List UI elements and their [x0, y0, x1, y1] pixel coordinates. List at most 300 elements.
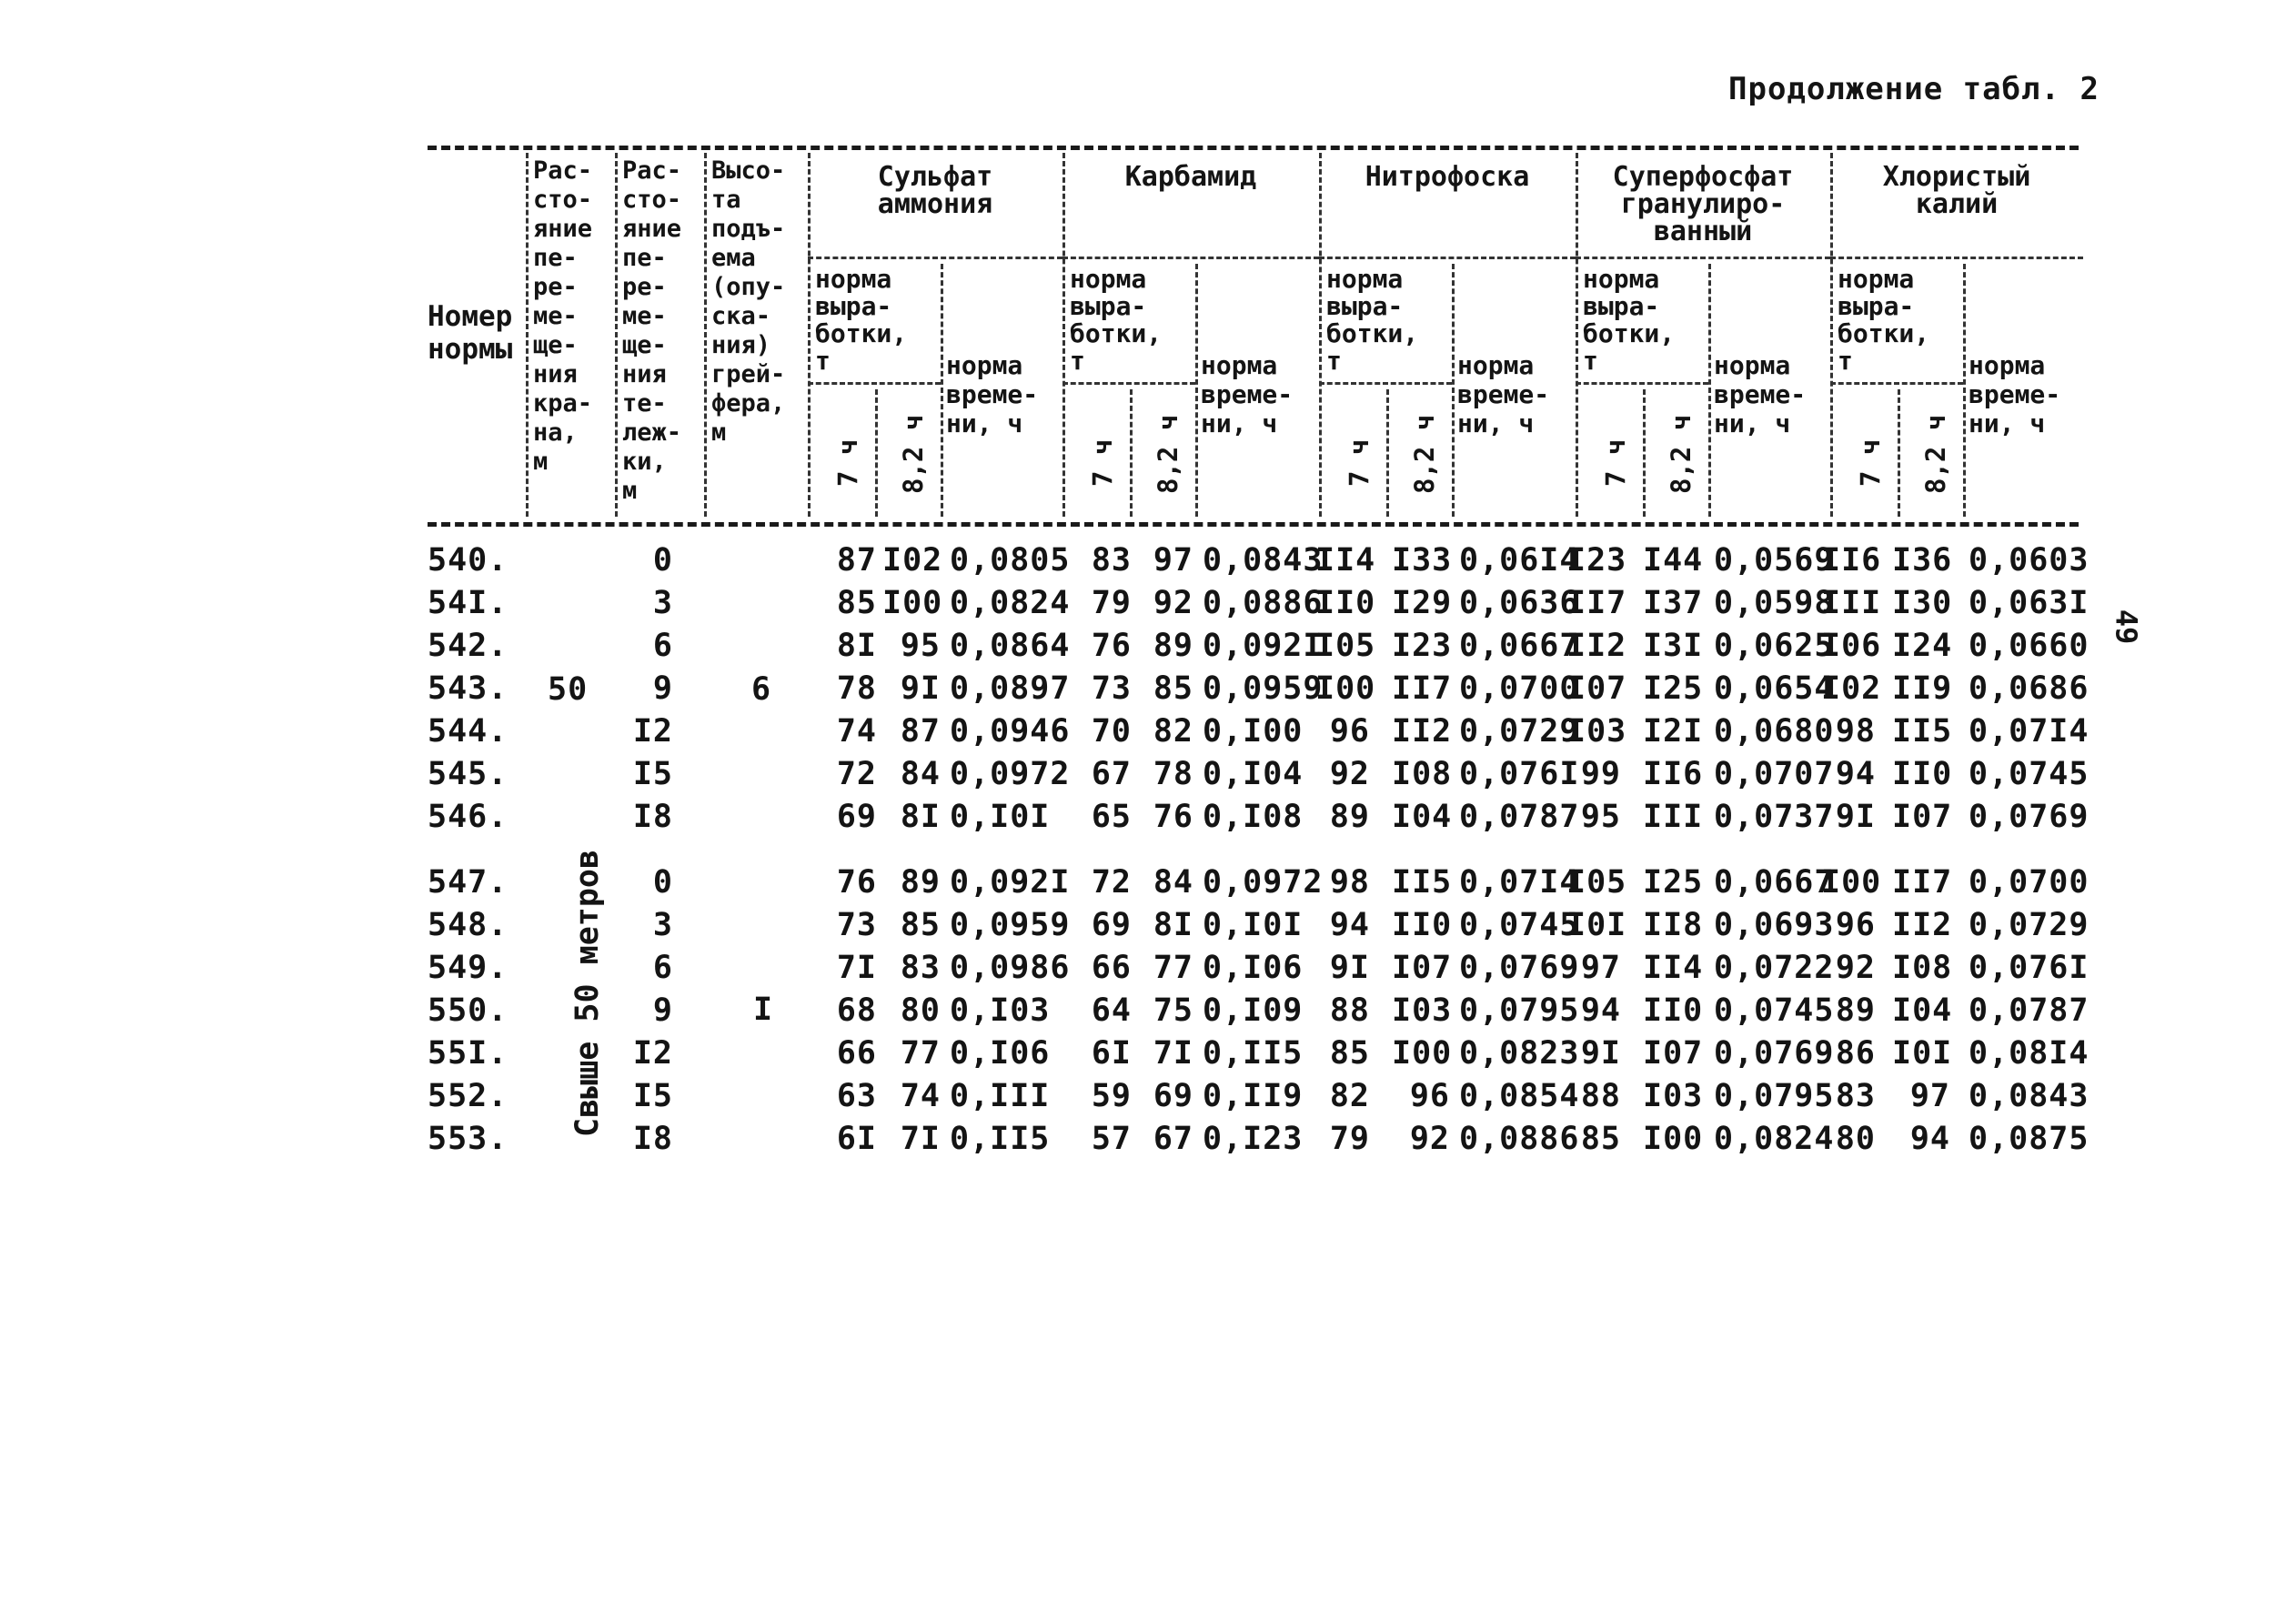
output-7h: 94 — [1329, 907, 1370, 943]
time-norm: 0,0700 — [1459, 670, 1580, 707]
output-8-2h: 7I — [900, 1121, 941, 1157]
time-norm: 0,0636 — [1459, 585, 1580, 621]
header-shift-8-2h: 8,2 ч — [898, 414, 929, 494]
output-8-2h: I25 — [1643, 864, 1704, 901]
output-7h: I03 — [1566, 713, 1627, 750]
output-8-2h: I3I — [1643, 628, 1704, 664]
header-product-1: Сульфат аммония — [877, 161, 993, 220]
output-7h: 94 — [1835, 756, 1876, 792]
output-8-2h: II0 — [1892, 756, 1953, 792]
header-time-norm: норма време- ни, ч — [1969, 350, 2061, 438]
output-8-2h: I00 — [1392, 1035, 1453, 1072]
column-separator — [808, 153, 811, 517]
norm-number: 540. — [428, 542, 509, 579]
time-norm: 0,0875 — [1969, 1121, 2090, 1157]
time-norm: 0,0693 — [1714, 907, 1835, 943]
time-norm: 0,0972 — [950, 756, 1071, 792]
page-number: 49 — [2109, 609, 2144, 645]
header-time-norm: норма време- ни, ч — [1457, 350, 1550, 438]
output-7h: I0I — [1566, 907, 1627, 943]
column-separator — [1643, 389, 1646, 517]
norm-number: 542. — [428, 628, 509, 664]
header-shift-7h: 7 ч — [1855, 438, 1886, 487]
trolley-distance: 3 — [652, 907, 673, 943]
norm-number: 544. — [428, 713, 509, 750]
output-8-2h: 80 — [900, 992, 941, 1029]
header-shift-8-2h: 8,2 ч — [1920, 414, 1951, 494]
output-8-2h: 89 — [900, 864, 941, 901]
output-7h: 66 — [836, 1035, 877, 1072]
time-norm: 0,0972 — [1203, 864, 1324, 901]
output-8-2h: I08 — [1392, 756, 1453, 792]
output-7h: 79 — [1091, 585, 1132, 621]
time-norm: 0,I08 — [1203, 799, 1304, 835]
time-norm: 0,I00 — [1203, 713, 1304, 750]
output-8-2h: 78 — [1153, 756, 1193, 792]
output-8-2h: I03 — [1643, 1078, 1704, 1114]
time-norm: 0,06I4 — [1459, 542, 1580, 579]
norm-number: 546. — [428, 799, 509, 835]
output-7h: 76 — [1091, 628, 1132, 664]
output-8-2h: 8I — [900, 799, 941, 835]
header-separator — [1319, 382, 1452, 385]
output-7h: 9I — [1835, 799, 1876, 835]
column-separator — [1708, 264, 1711, 517]
trolley-distance: 0 — [652, 864, 673, 901]
header-separator — [1062, 382, 1195, 385]
output-8-2h: 87 — [900, 713, 941, 750]
output-7h: 96 — [1329, 713, 1370, 750]
norm-number: 543. — [428, 670, 509, 707]
output-7h: 82 — [1329, 1078, 1370, 1114]
time-norm: 0,0745 — [1969, 756, 2090, 792]
output-8-2h: II7 — [1892, 864, 1953, 901]
output-8-2h: 8I — [1153, 907, 1193, 943]
trolley-distance: 9 — [652, 670, 673, 707]
output-7h: I00 — [1315, 670, 1376, 707]
output-7h: 85 — [1580, 1121, 1621, 1157]
norm-number: 553. — [428, 1121, 509, 1157]
time-norm: 0,0823 — [1459, 1035, 1580, 1072]
output-8-2h: I04 — [1392, 799, 1453, 835]
output-8-2h: I29 — [1392, 585, 1453, 621]
output-8-2h: 92 — [1153, 585, 1193, 621]
time-norm: 0,0745 — [1459, 907, 1580, 943]
trolley-distance: 3 — [652, 585, 673, 621]
time-norm: 0,076I — [1459, 756, 1580, 792]
time-norm: 0,III — [950, 1078, 1051, 1114]
time-norm: 0,0886 — [1459, 1121, 1580, 1157]
output-8-2h: I23 — [1392, 628, 1453, 664]
output-8-2h: I37 — [1643, 585, 1704, 621]
time-norm: 0,0660 — [1969, 628, 2090, 664]
output-8-2h: II2 — [1892, 907, 1953, 943]
header-product-5: Хлористый калий — [1882, 161, 2031, 220]
header-shift-7h: 7 ч — [832, 438, 863, 487]
output-7h: 78 — [836, 670, 877, 707]
time-norm: 0,092I — [950, 864, 1071, 901]
column-separator — [1062, 153, 1065, 517]
table-header-bottom-rule — [428, 522, 2079, 527]
output-7h: 6I — [1091, 1035, 1132, 1072]
output-8-2h: 92 — [1409, 1121, 1450, 1157]
output-7h: II4 — [1315, 542, 1376, 579]
trolley-distance: I2 — [632, 713, 673, 750]
output-7h: II7 — [1566, 585, 1627, 621]
output-8-2h: I36 — [1892, 542, 1953, 579]
time-norm: 0,0603 — [1969, 542, 2090, 579]
header-time-norm: норма време- ни, ч — [946, 350, 1039, 438]
norm-number: 550. — [428, 992, 509, 1029]
time-norm: 0,0843 — [1203, 542, 1324, 579]
time-norm: 0,0686 — [1969, 670, 2090, 707]
trolley-distance: I8 — [632, 799, 673, 835]
trolley-distance: 0 — [652, 542, 673, 579]
norm-number: 55I. — [428, 1035, 509, 1072]
output-8-2h: I0I — [1892, 1035, 1953, 1072]
trolley-distance: 6 — [652, 628, 673, 664]
header-output-norm: норма выра- ботки, т — [815, 264, 908, 376]
time-norm: 0,0787 — [1969, 992, 2090, 1029]
time-norm: 0,I23 — [1203, 1121, 1304, 1157]
time-norm: 0,092I — [1203, 628, 1324, 664]
time-norm: 0,0769 — [1969, 799, 2090, 835]
output-7h: II6 — [1821, 542, 1882, 579]
output-8-2h: 84 — [900, 756, 941, 792]
output-7h: 79 — [1329, 1121, 1370, 1157]
output-7h: 96 — [1835, 907, 1876, 943]
output-8-2h: II5 — [1892, 713, 1953, 750]
header-separator — [1830, 257, 2083, 259]
output-8-2h: 77 — [1153, 950, 1193, 986]
time-norm: 0,0654 — [1714, 670, 1835, 707]
output-7h: 85 — [836, 585, 877, 621]
output-7h: 8I — [836, 628, 877, 664]
time-norm: 0,0824 — [950, 585, 1071, 621]
time-norm: 0,0769 — [1459, 950, 1580, 986]
output-7h: 97 — [1580, 950, 1621, 986]
column-separator — [1386, 389, 1389, 517]
header-shift-8-2h: 8,2 ч — [1409, 414, 1440, 494]
output-7h: 7I — [836, 950, 877, 986]
time-norm: 0,07I4 — [1969, 713, 2090, 750]
output-7h: 68 — [836, 992, 877, 1029]
time-norm: 0,0843 — [1969, 1078, 2090, 1114]
output-7h: 70 — [1091, 713, 1132, 750]
time-norm: 0,II5 — [950, 1121, 1051, 1157]
norm-number: 545. — [428, 756, 509, 792]
output-7h: 57 — [1091, 1121, 1132, 1157]
output-8-2h: I07 — [1892, 799, 1953, 835]
time-norm: 0,0805 — [950, 542, 1071, 579]
time-norm: 0,0569 — [1714, 542, 1835, 579]
column-separator — [1195, 264, 1198, 517]
time-norm: 0,0700 — [1969, 864, 2090, 901]
output-7h: 66 — [1091, 950, 1132, 986]
output-7h: 94 — [1580, 992, 1621, 1029]
header-shift-7h: 7 ч — [1600, 438, 1631, 487]
header-crane-distance: Рас- сто- яние пе- ре- ме- ще- ния кра- на, м — [533, 156, 593, 476]
column-separator — [875, 389, 878, 517]
time-norm: 0,I0I — [950, 799, 1051, 835]
output-8-2h: 94 — [1909, 1121, 1950, 1157]
time-norm: 0,0854 — [1459, 1078, 1580, 1114]
output-8-2h: I03 — [1392, 992, 1453, 1029]
time-norm: 0,0680 — [1714, 713, 1835, 750]
time-norm: 0,II5 — [1203, 1035, 1304, 1072]
header-product-2: Карбамид — [1124, 161, 1257, 193]
time-norm: 0,0722 — [1714, 950, 1835, 986]
output-8-2h: 77 — [900, 1035, 941, 1072]
time-norm: 0,0959 — [950, 907, 1071, 943]
output-8-2h: II8 — [1643, 907, 1704, 943]
output-8-2h: 9I — [900, 670, 941, 707]
header-separator — [1319, 257, 1576, 259]
header-time-norm: норма време- ни, ч — [1201, 350, 1294, 438]
output-8-2h: II6 — [1643, 756, 1704, 792]
output-7h: 65 — [1091, 799, 1132, 835]
trolley-distance: I5 — [632, 1078, 673, 1114]
output-8-2h: 82 — [1153, 713, 1193, 750]
output-7h: 83 — [1091, 542, 1132, 579]
time-norm: 0,0795 — [1459, 992, 1580, 1029]
output-7h: 74 — [836, 713, 877, 750]
output-7h: 92 — [1835, 950, 1876, 986]
output-8-2h: 74 — [900, 1078, 941, 1114]
norm-number: 547. — [428, 864, 509, 901]
output-7h: 80 — [1835, 1121, 1876, 1157]
output-7h: 88 — [1329, 992, 1370, 1029]
header-time-norm: норма време- ни, ч — [1714, 350, 1807, 438]
output-8-2h: 97 — [1153, 542, 1193, 579]
output-8-2h: I00 — [882, 585, 943, 621]
header-lift-height: Высо- та подъ- ема (опу- ска- ния) грей- фера, м — [711, 156, 786, 447]
output-8-2h: 84 — [1153, 864, 1193, 901]
time-norm: 0,08I4 — [1969, 1035, 2090, 1072]
header-product-3: Нитрофоска — [1365, 161, 1530, 193]
output-8-2h: 85 — [1153, 670, 1193, 707]
output-7h: I05 — [1566, 864, 1627, 901]
output-7h: I02 — [1821, 670, 1882, 707]
time-norm: 0,II9 — [1203, 1078, 1304, 1114]
output-7h: I23 — [1566, 542, 1627, 579]
output-8-2h: I08 — [1892, 950, 1953, 986]
time-norm: 0,I04 — [1203, 756, 1304, 792]
time-norm: 0,0864 — [950, 628, 1071, 664]
header-product-4: Суперфосфат гранулиро- ванный — [1612, 161, 1794, 247]
time-norm: 0,0625 — [1714, 628, 1835, 664]
header-separator — [1062, 257, 1319, 259]
time-norm: 0,0795 — [1714, 1078, 1835, 1114]
time-norm: 0,0824 — [1714, 1121, 1835, 1157]
column-separator — [704, 153, 707, 517]
output-8-2h: I02 — [882, 542, 943, 579]
output-7h: II0 — [1315, 585, 1376, 621]
header-shift-7h: 7 ч — [1344, 438, 1375, 487]
output-8-2h: 85 — [900, 907, 941, 943]
output-8-2h: 76 — [1153, 799, 1193, 835]
output-7h: 99 — [1580, 756, 1621, 792]
norm-number: 54I. — [428, 585, 509, 621]
output-8-2h: 75 — [1153, 992, 1193, 1029]
output-7h: I00 — [1821, 864, 1882, 901]
output-7h: 6I — [836, 1121, 877, 1157]
page-title: Продолжение табл. 2 — [1728, 71, 2100, 107]
output-8-2h: I00 — [1643, 1121, 1704, 1157]
header-separator — [1576, 382, 1708, 385]
output-7h: 92 — [1329, 756, 1370, 792]
column-separator — [1130, 389, 1133, 517]
output-7h: 72 — [1091, 864, 1132, 901]
output-7h: 9I — [1329, 950, 1370, 986]
output-8-2h: I44 — [1643, 542, 1704, 579]
header-output-norm: норма выра- ботки, т — [1326, 264, 1419, 376]
output-7h: 76 — [836, 864, 877, 901]
header-separator — [1576, 257, 1830, 259]
header-shift-8-2h: 8,2 ч — [1666, 414, 1697, 494]
output-7h: I06 — [1821, 628, 1882, 664]
output-8-2h: III — [1643, 799, 1704, 835]
output-8-2h: I07 — [1392, 950, 1453, 986]
output-7h: 72 — [836, 756, 877, 792]
time-norm: 0,0737 — [1714, 799, 1835, 835]
time-norm: 0,0707 — [1714, 756, 1835, 792]
time-norm: 0,0769 — [1714, 1035, 1835, 1072]
output-8-2h: I30 — [1892, 585, 1953, 621]
trolley-distance: 9 — [652, 992, 673, 1029]
column-separator — [1830, 153, 1833, 517]
norm-number: 548. — [428, 907, 509, 943]
time-norm: 0,0897 — [950, 670, 1071, 707]
output-8-2h: 83 — [900, 950, 941, 986]
output-7h: 88 — [1580, 1078, 1621, 1114]
lift-height-6: 6 — [751, 671, 772, 708]
time-norm: 0,0667 — [1714, 864, 1835, 901]
output-7h: 87 — [836, 542, 877, 579]
time-norm: 0,0667 — [1459, 628, 1580, 664]
output-7h: 95 — [1580, 799, 1621, 835]
header-norm-number: Номер нормы — [428, 300, 513, 366]
lift-height-1: I — [753, 992, 774, 1028]
output-8-2h: II4 — [1643, 950, 1704, 986]
time-norm: 0,I09 — [1203, 992, 1304, 1029]
time-norm: 0,I03 — [950, 992, 1051, 1029]
output-7h: I05 — [1315, 628, 1376, 664]
output-8-2h: 7I — [1153, 1035, 1193, 1072]
column-separator — [615, 153, 618, 517]
time-norm: 0,0787 — [1459, 799, 1580, 835]
time-norm: 0,076I — [1969, 950, 2090, 986]
output-7h: 73 — [836, 907, 877, 943]
norm-number: 552. — [428, 1078, 509, 1114]
time-norm: 0,I0I — [1203, 907, 1304, 943]
norm-number: 549. — [428, 950, 509, 986]
output-7h: 86 — [1835, 1035, 1876, 1072]
output-8-2h: 69 — [1153, 1078, 1193, 1114]
output-7h: 85 — [1329, 1035, 1370, 1072]
output-8-2h: I33 — [1392, 542, 1453, 579]
output-7h: 89 — [1835, 992, 1876, 1029]
header-separator — [808, 257, 1062, 259]
time-norm: 0,0946 — [950, 713, 1071, 750]
header-output-norm: норма выра- ботки, т — [1070, 264, 1163, 376]
time-norm: 0,0729 — [1459, 713, 1580, 750]
output-8-2h: I07 — [1643, 1035, 1704, 1072]
output-7h: 9I — [1580, 1035, 1621, 1072]
output-7h: 59 — [1091, 1078, 1132, 1114]
output-7h: 67 — [1091, 756, 1132, 792]
time-norm: 0,0598 — [1714, 585, 1835, 621]
output-8-2h: I04 — [1892, 992, 1953, 1029]
time-norm: 0,I06 — [950, 1035, 1051, 1072]
output-7h: 64 — [1091, 992, 1132, 1029]
trolley-distance: I5 — [632, 756, 673, 792]
output-7h: 73 — [1091, 670, 1132, 707]
output-8-2h: 97 — [1909, 1078, 1950, 1114]
column-separator — [526, 153, 529, 517]
column-separator — [1963, 264, 1966, 517]
output-8-2h: II9 — [1892, 670, 1953, 707]
time-norm: 0,0745 — [1714, 992, 1835, 1029]
output-7h: 69 — [1091, 907, 1132, 943]
crane-distance-above-50: Свыше 50 метров — [569, 849, 606, 1137]
output-8-2h: 96 — [1409, 1078, 1450, 1114]
output-7h: 98 — [1329, 864, 1370, 901]
header-trolley-distance: Рас- сто- яние пе- ре- ме- ще- ния те- леж- ки, м — [622, 156, 682, 505]
output-8-2h: I25 — [1643, 670, 1704, 707]
header-separator — [1830, 382, 1963, 385]
time-norm: 0,063I — [1969, 585, 2090, 621]
trolley-distance: 6 — [652, 950, 673, 986]
trolley-distance: I2 — [632, 1035, 673, 1072]
output-8-2h: II0 — [1392, 907, 1453, 943]
output-7h: 69 — [836, 799, 877, 835]
output-8-2h: II5 — [1392, 864, 1453, 901]
header-separator — [808, 382, 941, 385]
header-output-norm: норма выра- ботки, т — [1583, 264, 1676, 376]
output-8-2h: 95 — [900, 628, 941, 664]
output-8-2h: I2I — [1643, 713, 1704, 750]
time-norm: 0,0986 — [950, 950, 1071, 986]
output-7h: I07 — [1566, 670, 1627, 707]
table-top-rule — [428, 146, 2079, 150]
output-7h: 98 — [1835, 713, 1876, 750]
output-7h: 83 — [1835, 1078, 1876, 1114]
time-norm: 0,07I4 — [1459, 864, 1580, 901]
output-7h: 63 — [836, 1078, 877, 1114]
column-separator — [1898, 389, 1900, 517]
time-norm: 0,I06 — [1203, 950, 1304, 986]
output-8-2h: I24 — [1892, 628, 1953, 664]
header-shift-7h: 7 ч — [1087, 438, 1118, 487]
header-shift-8-2h: 8,2 ч — [1153, 414, 1183, 494]
output-8-2h: II7 — [1392, 670, 1453, 707]
column-separator — [941, 264, 943, 517]
header-output-norm: норма выра- ботки, т — [1838, 264, 1930, 376]
output-7h: III — [1821, 585, 1882, 621]
crane-distance-50: 50 — [548, 671, 589, 708]
column-separator — [1452, 264, 1455, 517]
time-norm: 0,0886 — [1203, 585, 1324, 621]
output-8-2h: 89 — [1153, 628, 1193, 664]
output-8-2h: II0 — [1643, 992, 1704, 1029]
output-8-2h: II2 — [1392, 713, 1453, 750]
output-7h: 89 — [1329, 799, 1370, 835]
column-separator — [1576, 153, 1578, 517]
time-norm: 0,0959 — [1203, 670, 1324, 707]
output-8-2h: 67 — [1153, 1121, 1193, 1157]
column-separator — [1319, 153, 1322, 517]
